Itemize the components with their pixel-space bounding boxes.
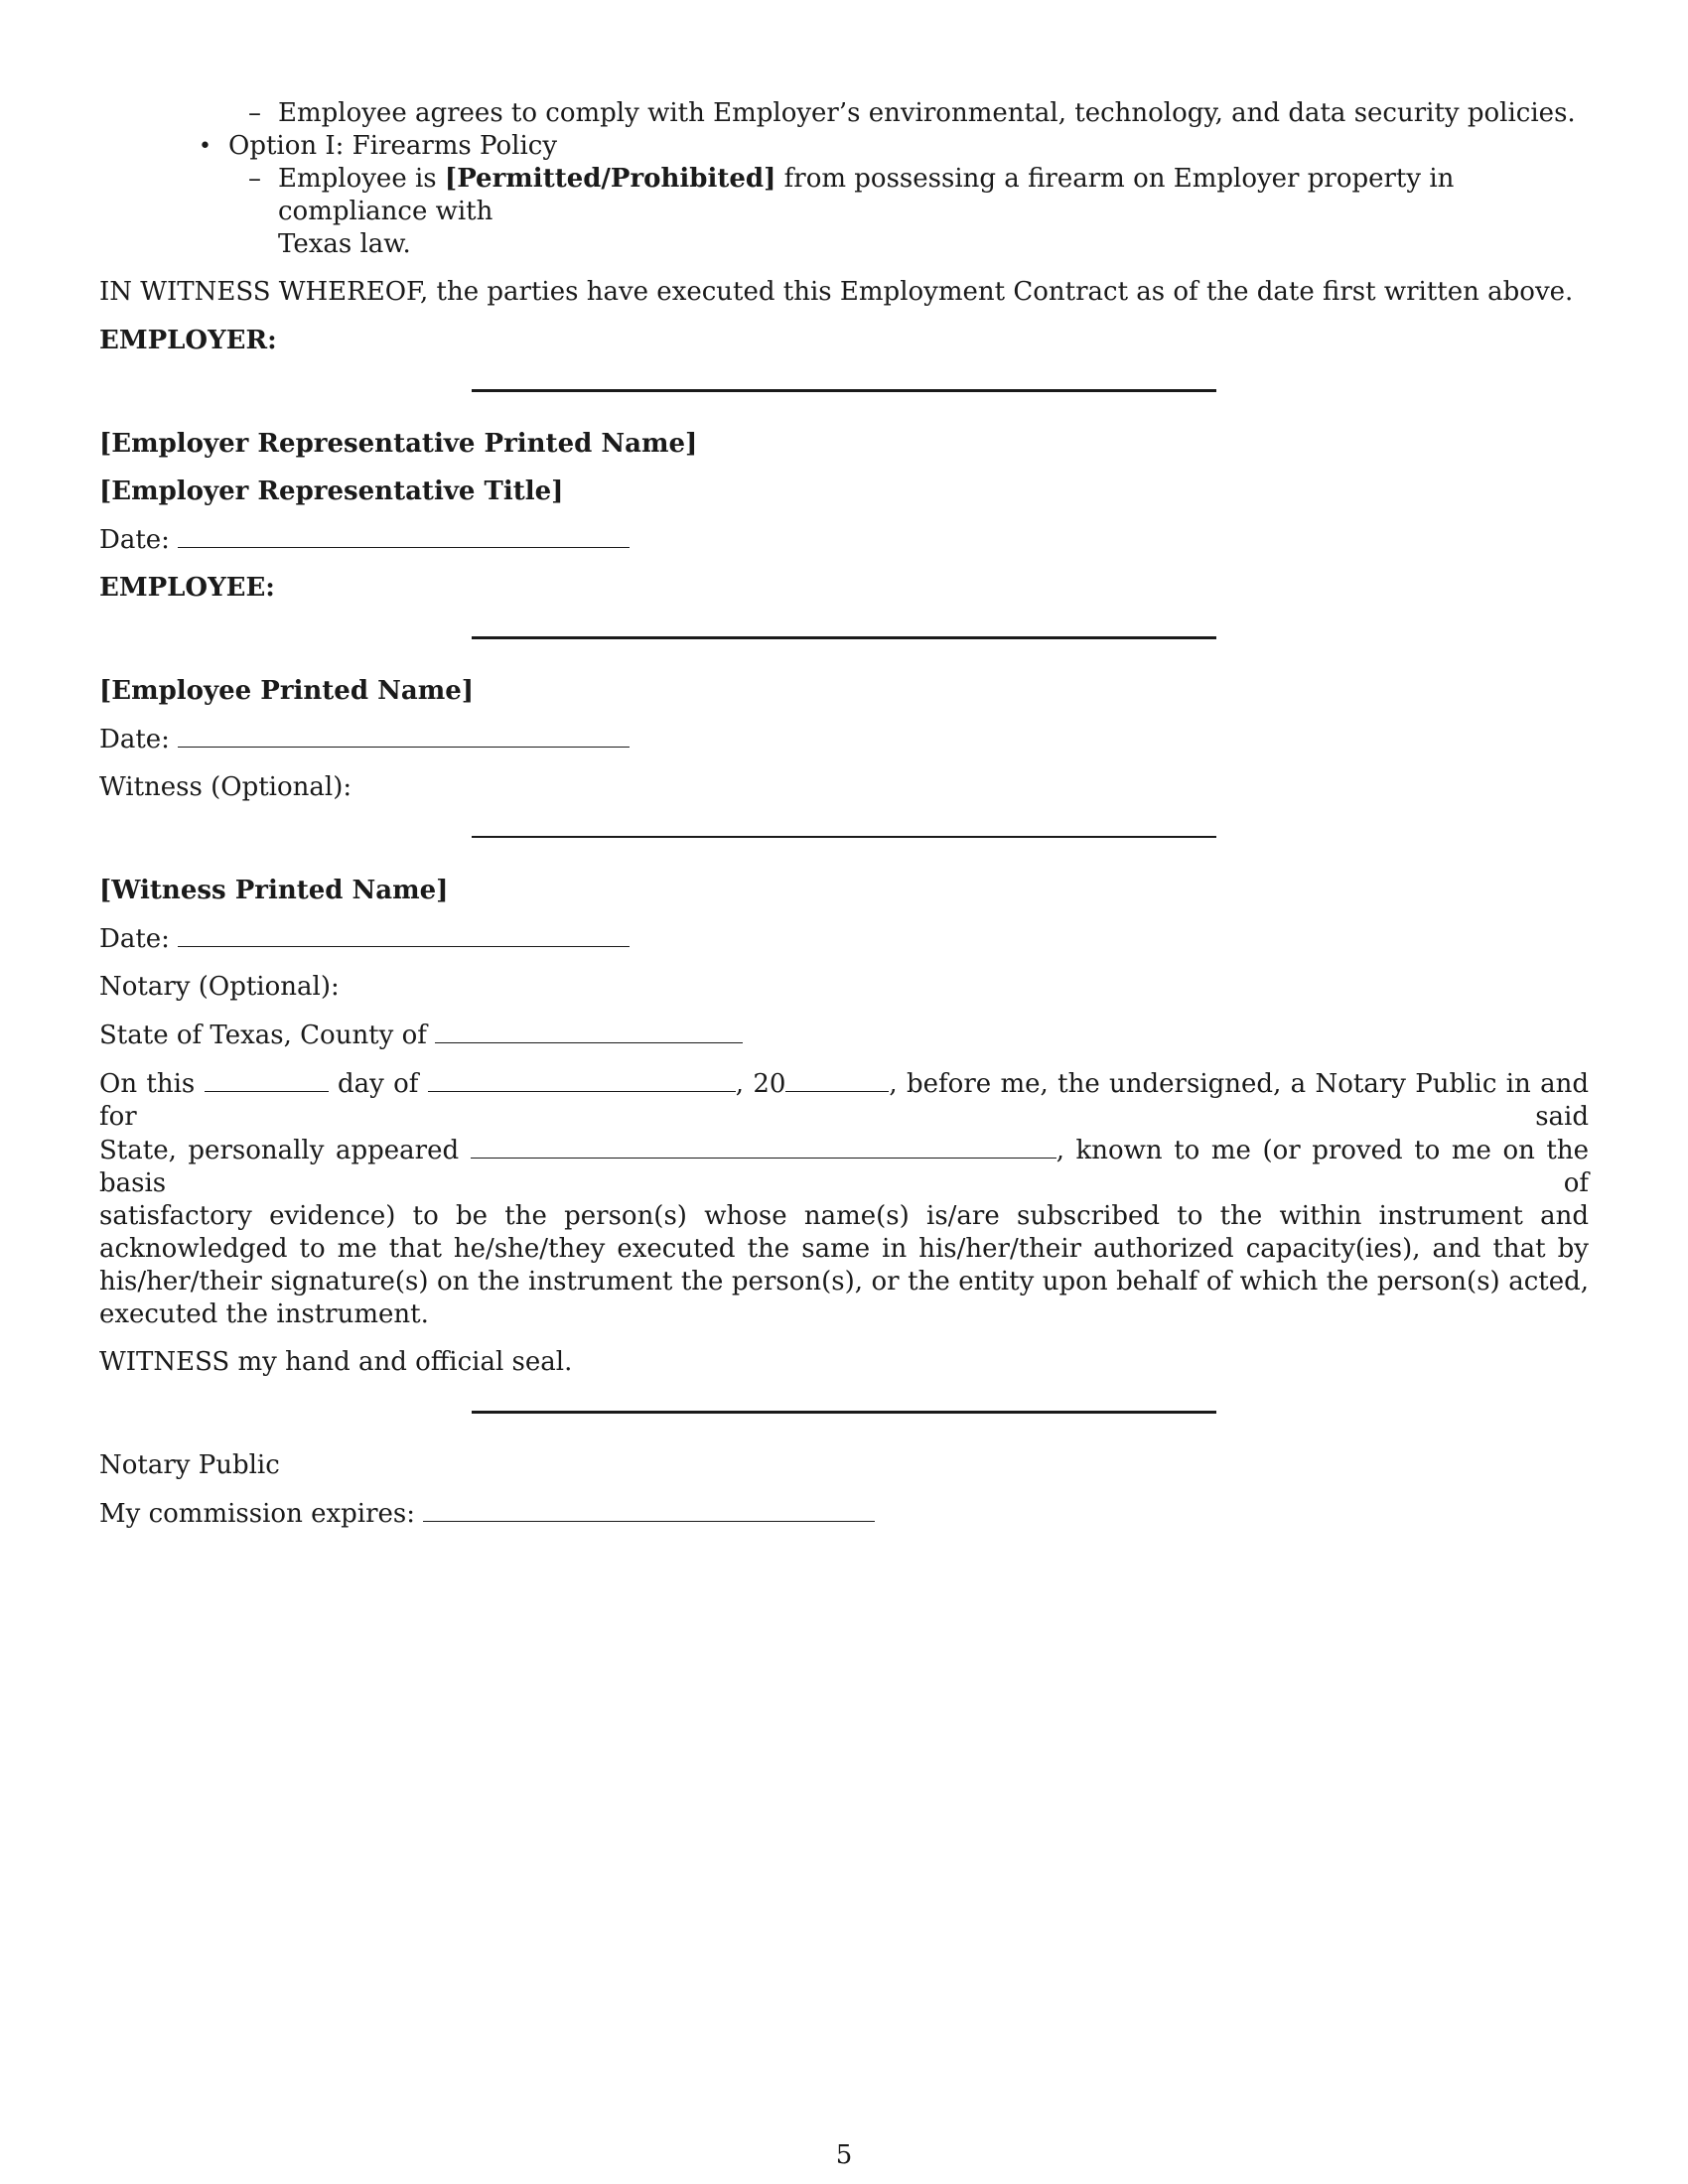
commission-row [99, 1497, 1589, 1531]
notary-acknowledgment [99, 1067, 1589, 1331]
ack-year-prefix: , 20 [735, 1069, 786, 1099]
county-label: State of Texas, County of [99, 1021, 427, 1050]
employer-date-field[interactable] [178, 523, 630, 548]
option-i-title: Option I: Firearms Policy [228, 131, 558, 161]
ack-on-this: On this [99, 1069, 196, 1099]
ack-month-field[interactable] [428, 1067, 736, 1092]
ack-appeared-field[interactable] [471, 1134, 1056, 1159]
list-sub-item-firearms [99, 163, 1589, 228]
witness-whereof-clause: IN WITNESS WHEREOF, the parties have executed this Employment Contract as of the date first written above. [99, 277, 1574, 307]
witness-date-row [99, 922, 1589, 956]
ack-before: , before me, the undersigned, a Notary Public in and for said [99, 1069, 1590, 1132]
sub-item-policies-text: Employee agrees to comply with Employer’s environmental, technology, and data security policies. [278, 98, 1576, 128]
list-item-option-i [99, 130, 1589, 163]
employee-heading: EMPLOYEE: [99, 573, 275, 603]
commission-label: My commission expires: [99, 1499, 416, 1529]
employer-date-row [99, 523, 1589, 557]
ack-year-field[interactable] [785, 1067, 889, 1092]
dash-marker: – [248, 98, 261, 128]
county-field[interactable] [435, 1019, 743, 1043]
commission-field[interactable] [423, 1497, 875, 1522]
ack-state: State, personally appeared [99, 1136, 460, 1165]
employer-signature-line[interactable] [99, 361, 1589, 413]
bullet-marker: • [199, 134, 211, 159]
list-sub-item-firearms-continued [99, 228, 1589, 261]
page-number: 5 [835, 2140, 853, 2170]
employee-date-field[interactable] [178, 723, 630, 748]
seal-text: WITNESS my hand and official seal. [99, 1347, 573, 1377]
ack-line-1 [99, 1067, 1589, 1134]
permitted-prohibited-placeholder: [Permitted/Prohibited] [444, 164, 776, 194]
witness-signature-line[interactable] [99, 808, 1589, 860]
firearms-text-pre: Employee is [278, 164, 445, 194]
employer-title: [Employer Representative Title] [99, 477, 564, 506]
dash-marker: – [248, 164, 261, 194]
employee-date-row [99, 723, 1589, 756]
employee-date-label: Date: [99, 725, 170, 754]
employee-signature-line[interactable] [99, 609, 1589, 660]
witness-date-field[interactable] [178, 922, 630, 947]
notary-signature-line[interactable] [99, 1383, 1589, 1434]
employer-date-label: Date: [99, 525, 170, 555]
firearms-text-line2: Texas law. [278, 229, 411, 259]
employer-printed-name: [Employer Representative Printed Name] [99, 429, 698, 459]
ack-day-field[interactable] [205, 1067, 329, 1092]
notary-heading: Notary (Optional): [99, 972, 340, 1002]
document-page [99, 97, 1589, 1531]
ack-known: , known to me (or proved to me on the basis of [99, 1136, 1590, 1198]
witness-heading: Witness (Optional): [99, 772, 352, 802]
employee-printed-name: [Employee Printed Name] [99, 676, 475, 706]
witness-printed-name: [Witness Printed Name] [99, 876, 449, 905]
ack-day-of: day of [337, 1069, 419, 1099]
list-sub-item-policies [99, 97, 1589, 130]
ack-rest: satisfactory evidence) to be the person(s) whose name(s) is/are subscribed to the within instrument and acknowledged to me that he/she/they executed the same in his/her/their authorized capacity(ies), and that by his/her/their signature(s) on the instrument the person(s), or the entity upon behalf of which the person(s) acted, executed the instrument. [99, 1201, 1589, 1329]
county-row [99, 1019, 1589, 1052]
employer-heading: EMPLOYER: [99, 326, 277, 355]
firearms-text-post: from possessing a firearm on Employer property in compliance with [278, 164, 1455, 226]
notary-public-label: Notary Public [99, 1450, 280, 1480]
witness-date-label: Date: [99, 924, 170, 954]
ack-line-2 [99, 1134, 1589, 1200]
